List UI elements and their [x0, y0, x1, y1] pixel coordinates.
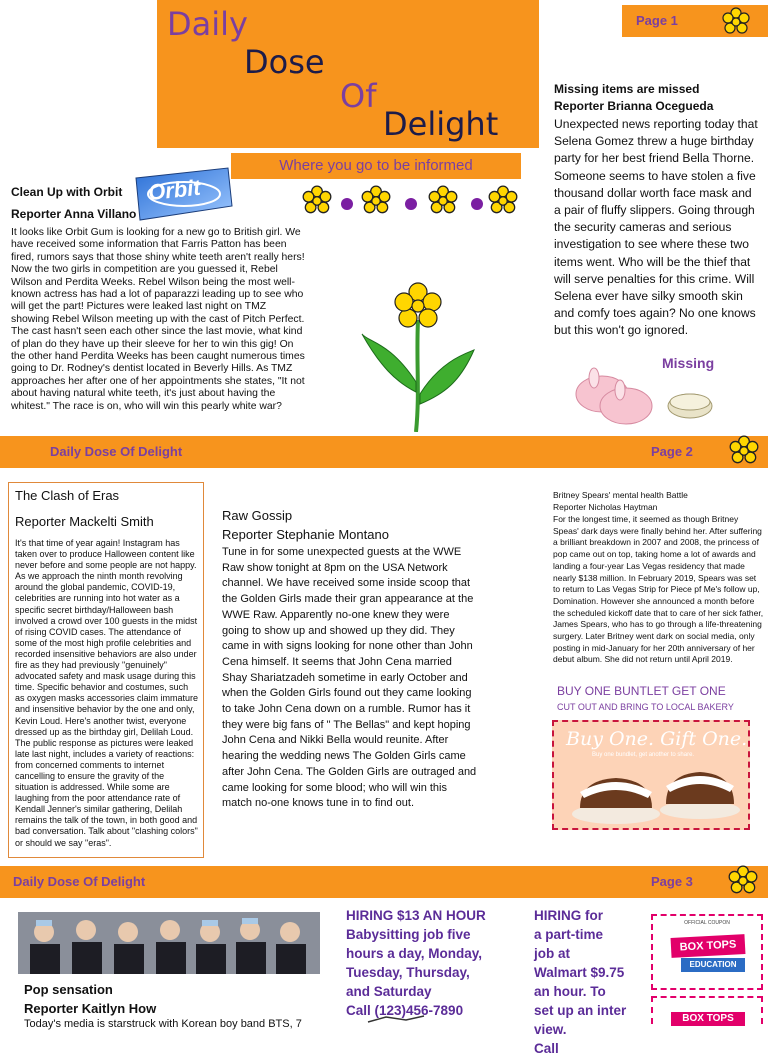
orbit-logo: Orbit	[146, 174, 202, 206]
bts-group-photo	[18, 912, 320, 974]
purple-dot-icon	[405, 198, 417, 210]
hiring-walmart-ad	[534, 906, 626, 1058]
purple-dot-icon	[471, 198, 483, 210]
flower-icon	[726, 864, 760, 898]
flower-icon	[426, 184, 460, 218]
hiring-line: Call	[534, 1041, 559, 1056]
raw-article-body: Tune in for some unexpected guests at the WWE Raw show tonight at 8pm on the USA Network channel. We have received some inside scoop that the Golden Girls made their gran appearance at the WWE Raw. Apparently no-one knew they were going to show up and showed up they did. They came in with signs looking for none other than John Cena himself. It seems that John Cena married Shay Shariatzadeh sometime in early October and when the Golden Girls found out they came looking to take John Cena down on a rumble. Rumor has it they were big fans of " The Bellas" and kept hoping John Cena and Nikki Bella would reunite. After hearing the wedding news The Golden Girls came after John Cena. The Golden Girls are outraged and came looking for some blood; who will win this match no-one knows tune in to find out.	[222, 546, 477, 810]
pop-reporter: Reporter Kaitlyn How	[24, 1001, 157, 1016]
hiring-line: Tuesday, Thursday,	[346, 965, 470, 980]
hiring-line: HIRING $13 AN HOUR	[346, 908, 486, 923]
hiring-line: Walmart $9.75	[534, 965, 625, 980]
bundt-subheadline: CUT OUT AND BRING TO LOCAL BAKERY	[557, 702, 734, 712]
britney-title: Britney Spears' mental health Battle	[553, 490, 688, 500]
flower-icon	[727, 434, 761, 468]
eras-title: The Clash of Eras	[15, 488, 120, 503]
box-tops-logo: BOX TOPS	[671, 1012, 745, 1026]
missing-reporter: Reporter Brianna Ocegueda	[554, 99, 714, 113]
flower-icon	[359, 184, 393, 218]
hiring-line: and Saturday	[346, 984, 432, 999]
tagline: Where you go to be informed	[279, 157, 473, 174]
page-3-label: Page 3	[651, 874, 693, 889]
hiring-line: view.	[534, 1022, 567, 1037]
eras-reporter: Reporter Mackelti Smith	[15, 514, 154, 529]
missing-title: Missing items are missed	[554, 82, 700, 96]
purple-dot-icon	[341, 198, 353, 210]
flower-icon	[486, 184, 520, 218]
flower-icon	[300, 184, 334, 218]
eras-article-body: It's that time of year again! Instagram has taken over to produce Halloween content like never before and some people are not happy. As we approach the ninth month revolving around the global pandemic, COVID-19, celebrities are running into hot water as a specific secret birthday/Halloween bash involved a crowd over 100 guests in the midst of rising COVID cases. The attendance of some of the most high profile celebrities and recorded insensitive behaviors are also under fire as they had previously "genuinely" advocated safety and mask usage during this time. Specific behavior and costumes, such as oxygen masks accessories claim immature and insensitive behavior by the one and only, Kevin Loud. Here's another twist, everyone dressed up as the birthday girl, Delilah Loud. The public response as pictures were leaked late last night, includes a variety of reactions: from concerned comments to internet cancelling to ensure the gravity of the situation is addressed. While some are laughing from the poor attendance rate of Kendall Jenner's similar gathering, Delilah remains the talk of the town, in both good and bad conversation. Talk about "clashing colors" or should we say "eras".	[15, 538, 199, 848]
hiring-line: a part-time	[534, 927, 604, 942]
hiring-line: Babysitting job five	[346, 927, 471, 942]
orbit-article-body: It looks like Orbit Gum is looking for a new go to British girl. We have received some information that Farris Patton has been fired, rumors says that those shiny white teeth aren't really hers! Now the two girls in competition are you guessed it, Rebel Wilson and Perdita Weeks. Rebel Wilson being the most well-known actress has had a lot of paparazzi leading up to see who will get the part! Pictures were leaked last night on TMZ showing Rebel Wilson meeting up with the cast of Pitch Perfect. The cast hasn't seen each other since the last movie, what kind of plan do they have up their sleeve for her to win this gig! On the other hand Perdita Weeks has been caught numerous times going to Dr. Rodney's dentist located in Beverly Hills. As TMZ approaches her after one of her appointments she states, "It not about having natural white teeth, it's just about having the whitest." The race is on, who will win this pearly white war?	[11, 227, 305, 412]
page-2-label: Page 2	[651, 444, 693, 459]
missing-label: Missing	[662, 355, 715, 371]
bundt-cakes-image	[570, 758, 746, 828]
flower-icon	[720, 6, 752, 38]
hiring-line: HIRING for	[534, 908, 603, 923]
raw-reporter: Reporter Stephanie Montano	[222, 527, 389, 542]
page-3-band-title: Daily Dose Of Delight	[13, 874, 146, 889]
britney-reporter: Reporter Nicholas Haytman	[553, 502, 658, 512]
masthead-word-dose: Dose	[244, 43, 325, 81]
bundt-headline: BUY ONE BUNTLET GET ONE	[557, 684, 726, 698]
orbit-reporter: Reporter Anna Villano	[11, 207, 137, 221]
box-tops-coupon[interactable]	[651, 914, 763, 990]
education-logo: EDUCATION	[681, 958, 745, 972]
orbit-title: Clean Up with Orbit	[11, 185, 123, 199]
hiring-line: job at	[534, 946, 570, 961]
hiring-phone: Call (123)456-7890	[346, 1003, 464, 1018]
hiring-babysitting-ad	[346, 906, 486, 1020]
hiring-line: set up an inter	[534, 1003, 627, 1018]
masthead-word-of: Of	[340, 77, 377, 115]
page-2-band-title: Daily Dose Of Delight	[50, 444, 183, 459]
bundt-coupon-subtitle: Buy one bundlet, get another to share.	[592, 752, 695, 758]
page-1-label: Page 1	[636, 13, 678, 28]
pop-title: Pop sensation	[24, 982, 113, 997]
box-tops-logo: BOX TOPS	[671, 934, 746, 958]
hiring-line: an hour. To	[534, 984, 606, 999]
coupon-top-label: OFFICIAL COUPON	[684, 920, 730, 926]
raw-title: Raw Gossip	[222, 508, 293, 523]
masthead-word-daily: Daily	[167, 5, 248, 43]
flower-stem-illustration	[360, 282, 476, 432]
box-tops-coupon[interactable]	[651, 996, 763, 1024]
masthead-word-delight: Delight	[383, 105, 499, 143]
hiring-line: hours a day, Monday,	[346, 946, 483, 961]
bundt-coupon-title: Buy One. Gift One.	[566, 728, 748, 750]
missing-article-body: Unexpected news reporting today that Selena Gomez threw a huge birthday party for her best friend Bella Thorne. Someone seems to have stolen a five thousand dollar worth face mask and a pair of fluffy slippers. Going through the security cameras and serious investigation to see where these two items went. Who will be the thief that will serve penalties for this crime. Will Selena ever have silky smooth skin and comfy toes again? No one knows but this won't go ignored.	[554, 117, 758, 338]
britney-article-body: For the longest time, it seemed as though Britney Speas' dark days were finally behind her. After suffering a brilliant breakdown in 2007 and 2008, the princess of pop came out on top, taking home a lot of awards and landing a four-year Las Vegas residency that made nearly $138 million. In February 2019, Spears was set to return to Las Vegas Strip for Piece pf Me's follow up, Domination. However she announced a month before the scheduled kickoff date that to care of her sick father, James Spears, who has to go through a life-threatening surgery. Later Britney went dark on social media, only posting in mid-January for her 20th anniversary of her debut album. She did not return until April 2019.	[553, 514, 764, 665]
decorative-line	[366, 1014, 426, 1024]
pop-article-body: Today's media is starstruck with Korean boy band BTS, 7	[24, 1018, 302, 1030]
